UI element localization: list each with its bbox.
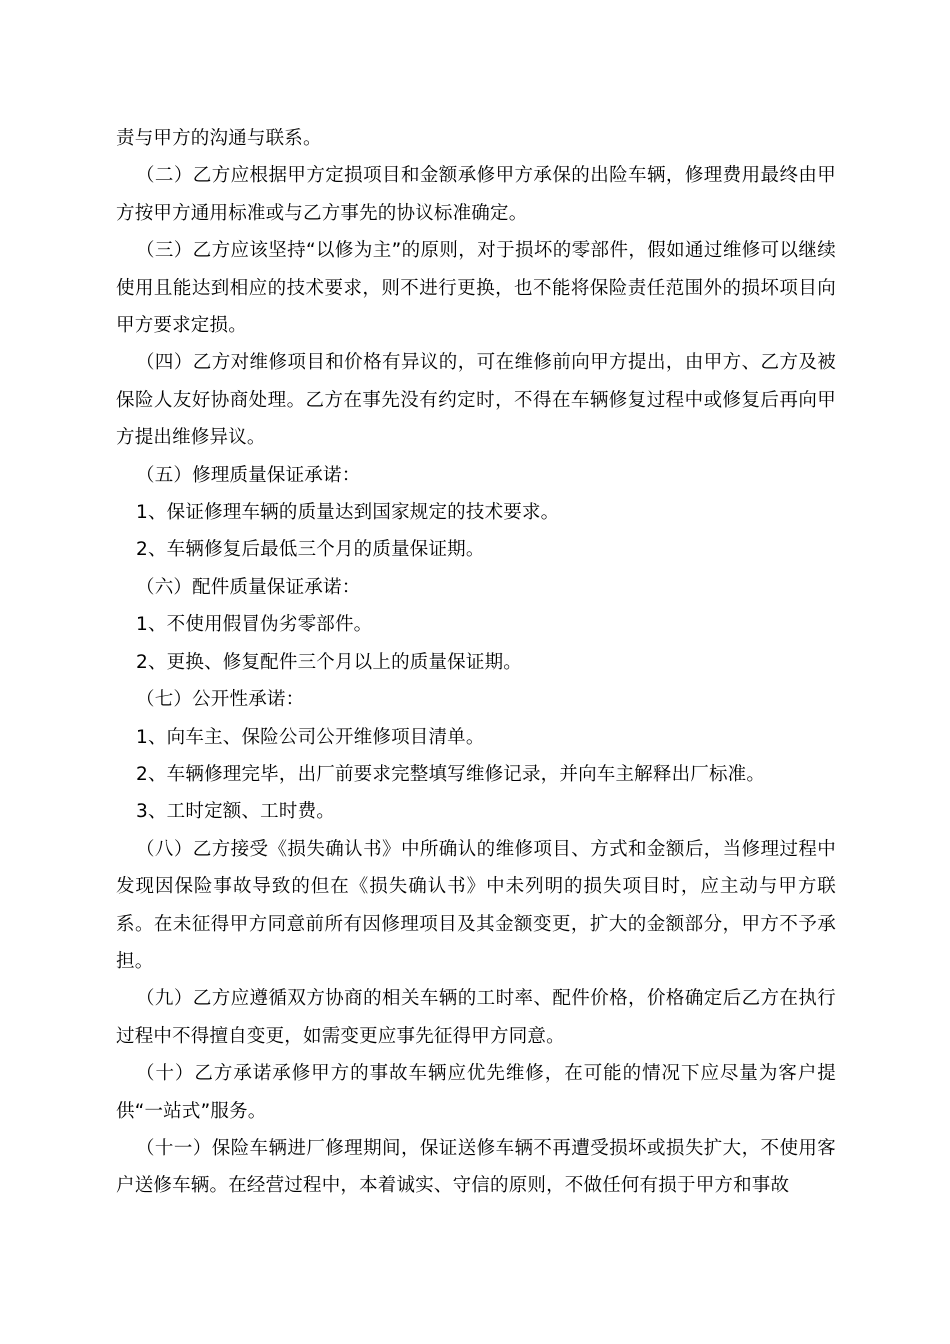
clause-5-item-1: 1、保证修理车辆的质量达到国家规定的技术要求。	[136, 502, 560, 524]
clause-6-item-2: 2、更换、修复配件三个月以上的质量保证期。	[136, 651, 522, 673]
clause-8: （八）乙方接受《损失确认书》中所确认的维修项目、方式和金额后，当修理过程中发现因保险事故导致的但在《损失确认书》中未列明的损失项目时，应主动与甲方联系。在未征得甲方同意前所有因修理项目及其金额变更，扩大的金额部分，甲方不予承担。	[116, 838, 836, 972]
clause-11: （十一）保险车辆进厂修理期间，保证送修车辆不再遭受损坏或损失扩大，不使用客户送修车辆。在经营过程中，本着诚实、守信的原则，不做任何有损于甲方和事故	[116, 1137, 836, 1197]
clause-7-item-1: 1、向车主、保险公司公开维修项目清单。	[136, 726, 485, 748]
clause-7-item-2: 2、车辆修理完毕，出厂前要求完整填写维修记录，并向车主解释出厂标准。	[136, 763, 766, 785]
clause-9: （九）乙方应遵循双方协商的相关车辆的工时率、配件价格，价格确定后乙方在执行过程中不得擅自变更，如需变更应事先征得甲方同意。	[116, 988, 836, 1047]
clause-4: （四）乙方对维修项目和价格有异议的，可在维修前向甲方提出，由甲方、乙方及被保险人友好协商处理。乙方在事先没有约定时，不得在车辆修复过程中或修复后再向甲方提出维修异议。	[116, 352, 836, 449]
clause-5-heading: （五）修理质量保证承诺：	[136, 464, 361, 486]
paragraph-continuation: 责与甲方的沟通与联系。	[116, 128, 322, 149]
clause-7-heading: （七）公开性承诺：	[136, 689, 305, 711]
clause-2: （二）乙方应根据甲方定损项目和金额承修甲方承保的出险车辆，修理费用最终由甲方按甲方通用标准或与乙方事先的协议标准确定。	[116, 165, 836, 224]
document-body	[116, 120, 836, 1205]
clause-10: （十）乙方承诺承修甲方的事故车辆应优先维修，在可能的情况下应尽量为客户提供“一站式”服务。	[116, 1063, 836, 1122]
clause-6-item-1: 1、不使用假冒伪劣零部件。	[136, 614, 373, 636]
clause-5-item-2: 2、车辆修复后最低三个月的质量保证期。	[136, 539, 485, 561]
clause-7-item-3: 3、工时定额、工时费。	[136, 801, 335, 823]
clause-3: （三）乙方应该坚持“以修为主”的原则，对于损坏的零部件，假如通过维修可以继续使用且能达到相应的技术要求，则不进行更换，也不能将保险责任范围外的损坏项目向甲方要求定损。	[116, 240, 836, 337]
clause-6-heading: （六）配件质量保证承诺：	[136, 576, 361, 598]
